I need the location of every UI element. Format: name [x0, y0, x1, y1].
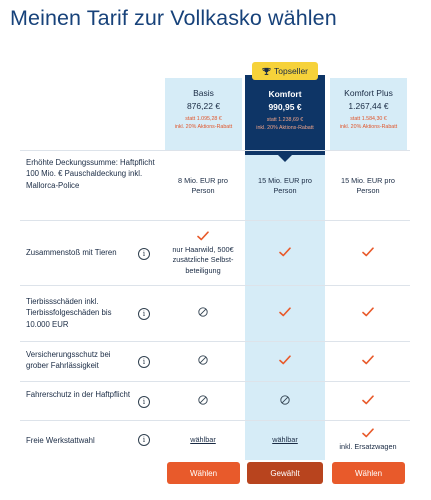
feature-cell: [167, 307, 239, 321]
check-icon: [197, 231, 209, 241]
page-title: Meinen Tarif zur Vollkasko wählen: [10, 6, 337, 30]
info-icon[interactable]: i: [138, 356, 150, 368]
trophy-icon: [262, 67, 271, 76]
feature-row: [20, 285, 410, 341]
plan-name: Komfort Plus: [344, 88, 393, 98]
feature-label: Zusammenstoß mit Tieren: [26, 248, 117, 257]
plan-discount: inkl. 20% Aktions-Rabatt: [174, 123, 233, 130]
feature-cell: [332, 247, 404, 261]
check-icon: [362, 355, 374, 365]
feature-row: [20, 341, 410, 381]
feature-cell-text: 8 Mio. EUR pro Person: [178, 175, 228, 196]
feature-cell: [248, 355, 322, 369]
feature-cell: [248, 176, 322, 197]
plan-header-komfort: [245, 89, 325, 132]
plan-price: 1.267,44 €: [348, 101, 389, 112]
selected-komfort-button[interactable]: Gewählt: [247, 462, 323, 484]
feature-link[interactable]: wählbar: [190, 434, 216, 444]
topseller-badge: [252, 62, 318, 80]
not-included-icon: [198, 395, 208, 405]
check-icon: [362, 395, 374, 405]
plan-old-price: statt 1.584,30 €: [350, 116, 387, 123]
plan-price: 876,22 €: [186, 101, 221, 112]
feature-label: Erhöhte Deckungssumme: Haftpflicht 100 Mio. € Pauschaldeckung inkl. Mallorca-Police: [26, 158, 155, 190]
feature-row: [20, 220, 410, 285]
plan-discount: inkl. 20% Aktions-Rabatt: [339, 123, 398, 130]
feature-row: [20, 150, 410, 220]
select-komfort-plus-button[interactable]: Wählen: [332, 462, 405, 484]
check-icon: [279, 355, 291, 365]
plan-header-komfort-plus: [330, 88, 407, 131]
feature-row: [20, 420, 410, 458]
plan-old-price: statt 1.238,69 €: [266, 117, 304, 124]
plan-discount: inkl. 20% Aktions-Rabatt: [256, 124, 314, 131]
check-icon: [362, 428, 374, 438]
feature-cell-text: inkl. Ersatzwagen: [339, 441, 397, 451]
select-basis-button[interactable]: Wählen: [167, 462, 240, 484]
plan-price: 990,95 €: [268, 102, 302, 113]
plan-old-price: statt 1.095,28 €: [185, 116, 222, 123]
plan-discount-note: [330, 116, 407, 130]
feature-cell: [332, 395, 404, 409]
not-included-icon: [198, 355, 208, 365]
feature-cell: [332, 176, 404, 197]
feature-cell[interactable]: [167, 435, 239, 446]
feature-cell: [332, 355, 404, 369]
feature-cell-text: 15 Mio. EUR pro Person: [258, 175, 312, 196]
not-included-icon: [280, 395, 290, 405]
check-icon: [279, 247, 291, 257]
feature-label: Versicherungsschutz bei grober Fahrlässigkeit: [26, 350, 111, 371]
feature-cell: [167, 231, 239, 276]
plan-name: Basis: [193, 88, 214, 98]
feature-cell: [167, 176, 239, 197]
feature-cell: [248, 307, 322, 321]
feature-cell[interactable]: [248, 435, 322, 446]
plan-name: Komfort: [268, 89, 302, 99]
feature-cell: [332, 307, 404, 321]
info-icon[interactable]: i: [138, 248, 150, 260]
plan-discount-note: [165, 116, 242, 130]
plan-header-basis: [165, 88, 242, 131]
feature-cell-text: 15 Mio. EUR pro Person: [341, 175, 395, 196]
feature-cell: [167, 355, 239, 369]
feature-label: Tierbissschäden inkl. Tierbissfolgeschäden bis 10.000 EUR: [26, 297, 112, 329]
check-icon: [362, 247, 374, 257]
feature-label: Fahrerschutz in der Haftpflicht: [26, 390, 131, 399]
feature-label: Freie Werkstattwahl: [26, 436, 95, 445]
feature-cell: [248, 247, 322, 261]
topseller-label: Topseller: [273, 66, 309, 76]
feature-row: [20, 381, 410, 420]
feature-link[interactable]: wählbar: [272, 434, 298, 444]
check-icon: [279, 307, 291, 317]
not-included-icon: [198, 307, 208, 317]
info-icon[interactable]: i: [138, 308, 150, 320]
feature-cell: [248, 395, 322, 409]
info-icon[interactable]: i: [138, 396, 150, 408]
feature-cell-text: nur Haarwild, 500€ zusätzliche Selbst-beteiligung: [172, 244, 234, 275]
check-icon: [362, 307, 374, 317]
info-icon[interactable]: i: [138, 434, 150, 446]
feature-cell: [332, 428, 404, 452]
feature-cell: [167, 395, 239, 409]
plan-discount-note: [245, 117, 325, 131]
